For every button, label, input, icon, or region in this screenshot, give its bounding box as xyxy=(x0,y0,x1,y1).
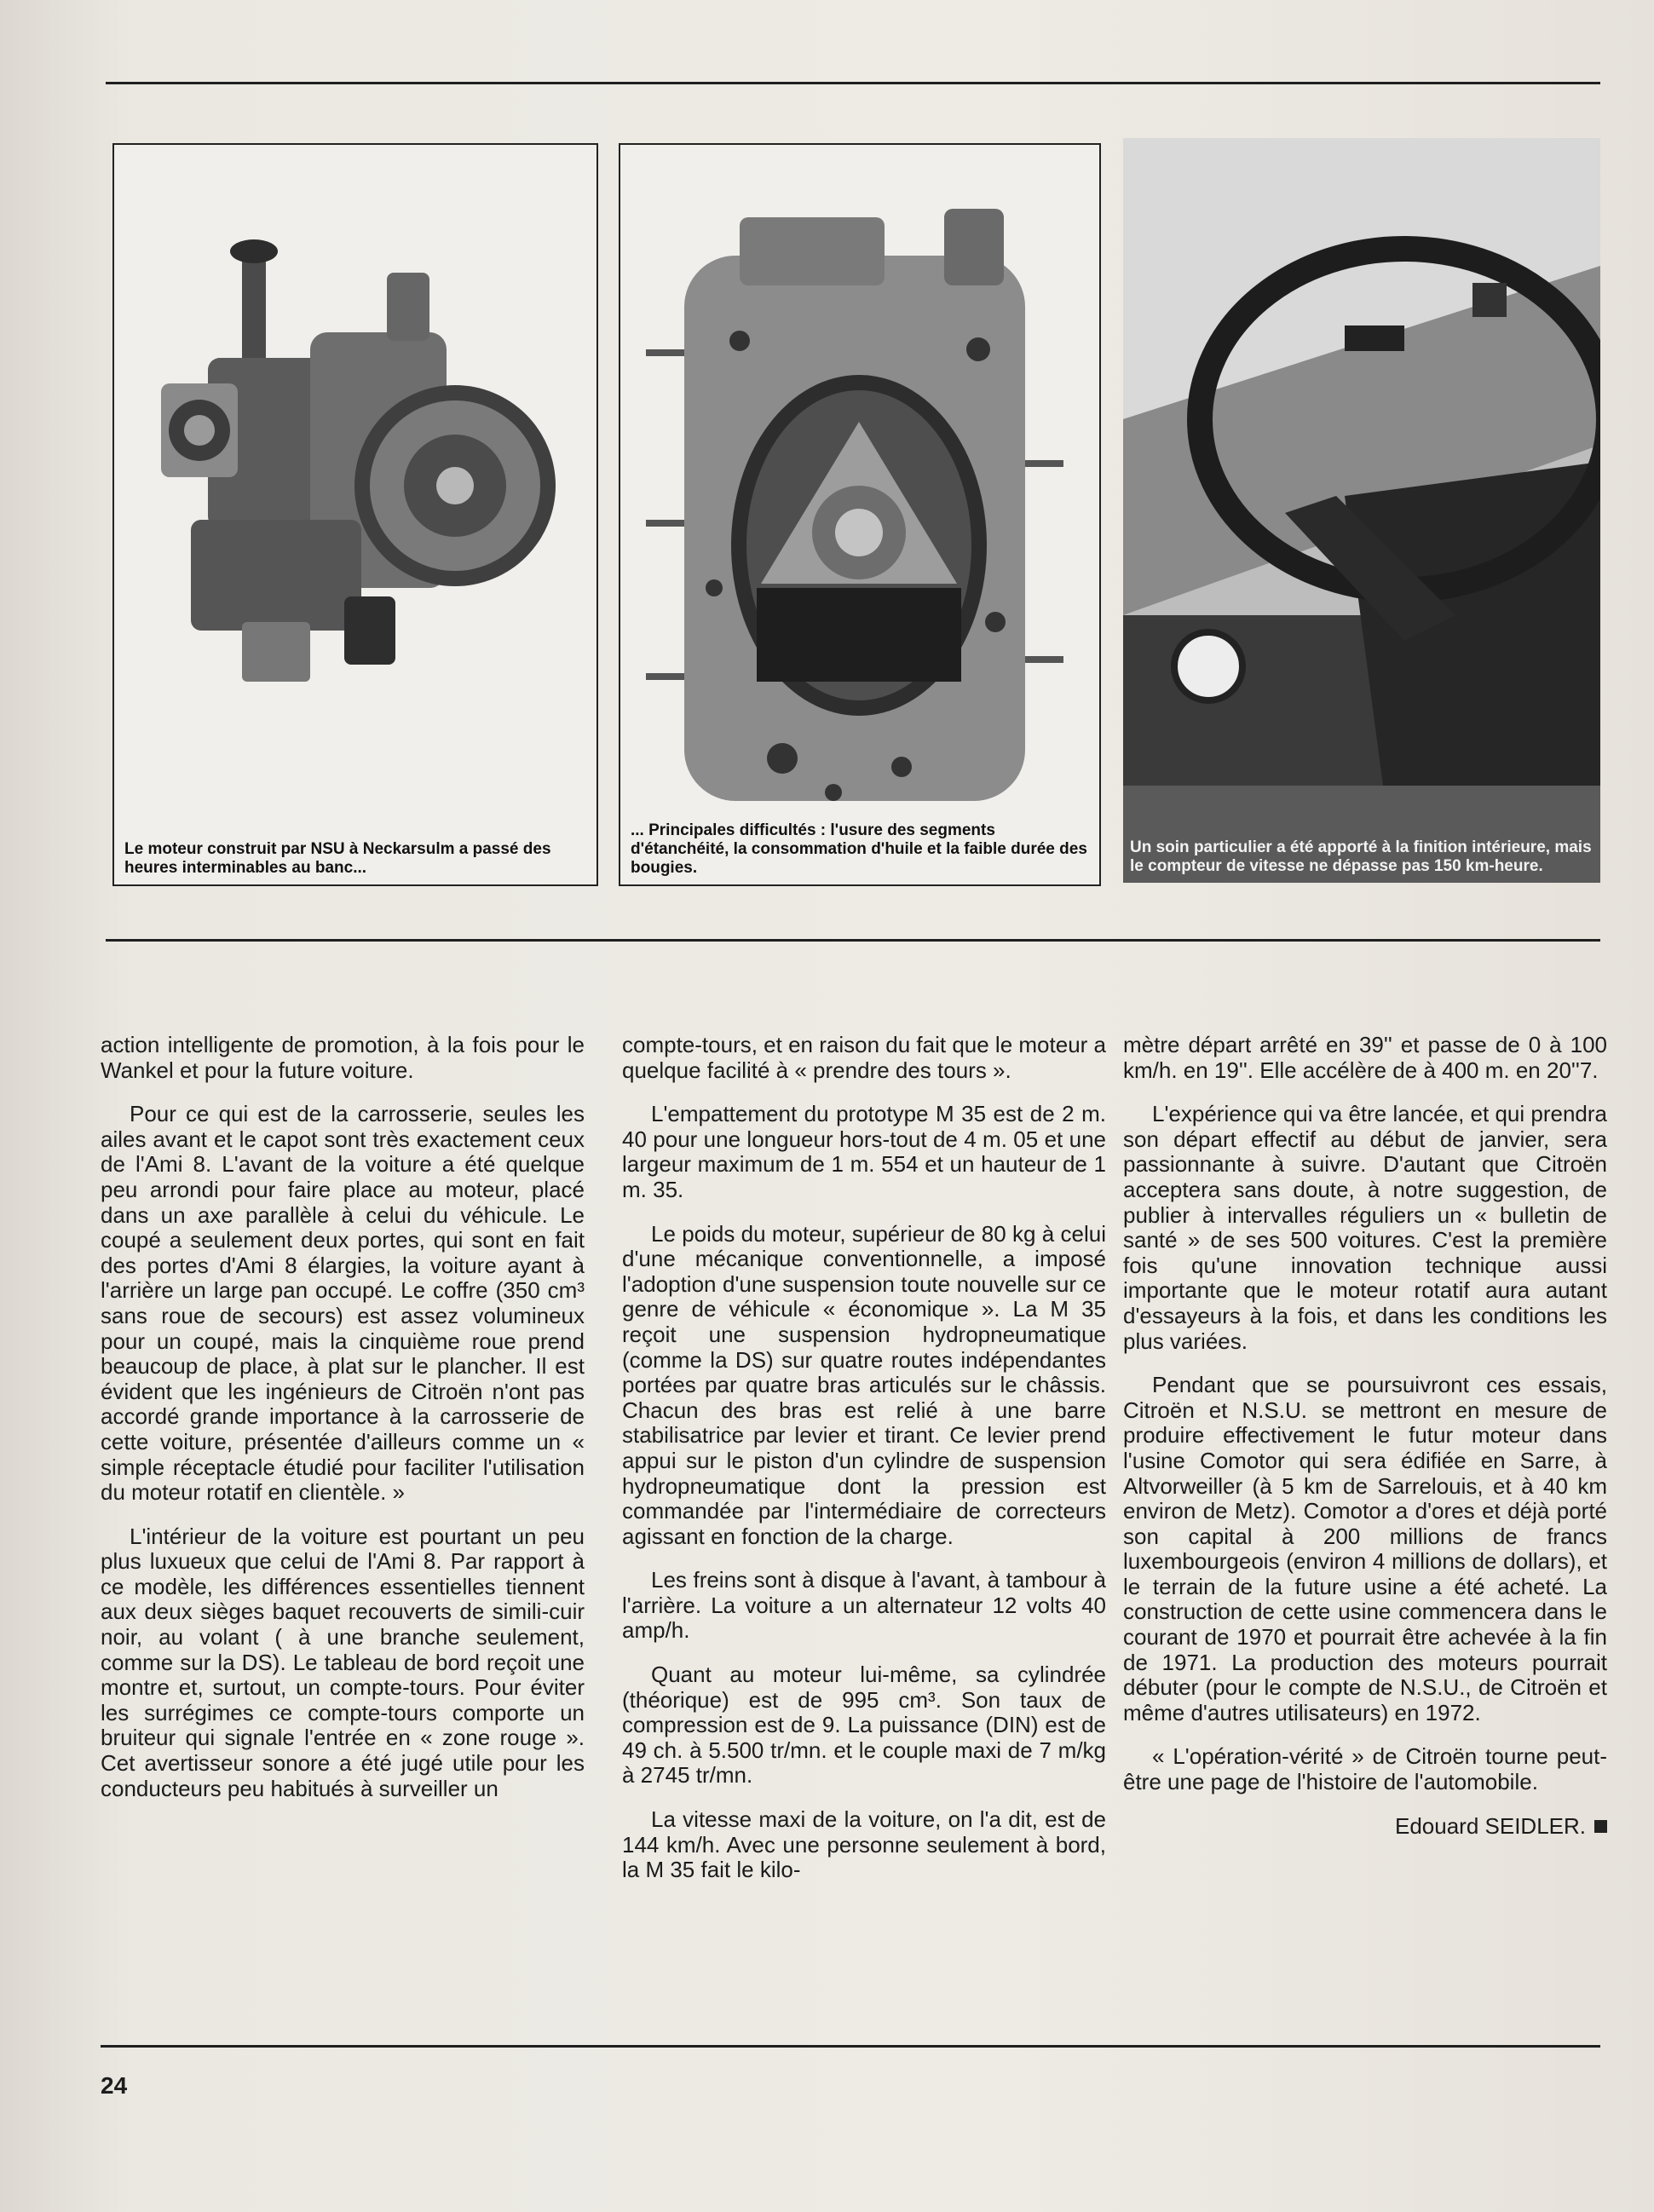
paragraph: mètre départ arrêté en 39'' et passe de 0 à 100 km/h. en 19''. Elle accélère de à 400 m. en 20''7. xyxy=(1123,1032,1607,1083)
paragraph: Quant au moteur lui-même, sa cylindrée (théorique) est de 995 cm³. Son taux de compression est de 9. La puissance (DIN) est de 49 ch. à 5.500 tr/mn. et le couple maxi de 7 m/kg à 2745 tr/mn. xyxy=(622,1662,1106,1789)
text-column-2 xyxy=(622,1033,1106,1902)
rotor-housing-illustration xyxy=(620,145,1099,884)
end-mark-icon xyxy=(1594,1820,1607,1833)
dashboard-photo xyxy=(1123,138,1600,883)
paragraph: Pendant que se poursuivront ces essais, Citroën et N.S.U. se mettront en mesure de produire effectivement le futur moteur dans l'usine Comotor qui sera édifiée en Sarre, à Altvorweiller (à 5 km de Sarrelouis, et à 40 km environ de Metz). Comotor a d'ores et déjà porté son capital à 200 millions de francs luxembourgeois (environ 4 millions de dollars), et le terrain de la future usine a été acheté. La construction de cette usine commencera dans le courant de 1970 et pourrait être achevée à la fin de 1971. La production des moteurs pourrait débuter (pour le compte de N.S.U., de Citroën et même d'autres utilisateurs) en 1972. xyxy=(1123,1372,1607,1725)
bottom-rule xyxy=(101,2045,1600,2048)
byline xyxy=(1123,1814,1607,1840)
text-column-3 xyxy=(1123,1033,1607,1839)
author-name: Edouard SEIDLER. xyxy=(1394,1812,1586,1839)
middle-rule xyxy=(106,939,1600,942)
rotor-housing-photo-caption: ... Principales difficultés : l'usure des segments d'étanchéité, la consommation d'huile et la faible durée des bougies. xyxy=(631,821,1087,877)
top-rule xyxy=(106,82,1600,84)
engine-photo-caption: Le moteur construit par NSU à Neckarsulm a passé des heures interminables au banc... xyxy=(124,840,551,877)
paragraph: action intelligente de promotion, à la fois pour le Wankel et pour la future voiture. xyxy=(101,1032,585,1083)
engine-photo xyxy=(112,143,598,886)
engine-illustration xyxy=(114,145,596,884)
text-column-1 xyxy=(101,1033,585,1820)
paragraph: Les freins sont à disque à l'avant, à tambour à l'arrière. La voiture a un alternateur 12 volts 40 amp/h. xyxy=(622,1567,1106,1644)
paragraph: L'empattement du prototype M 35 est de 2 m. 40 pour une longueur hors-tout de 4 m. 05 et une largeur maximum de 1 m. 554 et un hauteur de 1 m. 35. xyxy=(622,1101,1106,1202)
dashboard-illustration xyxy=(1123,138,1600,883)
page-number: 24 xyxy=(101,2072,128,2099)
rotor-housing-photo xyxy=(619,143,1101,886)
paragraph: « L'opération-vérité » de Citroën tourne peut-être une page de l'histoire de l'automobile. xyxy=(1123,1743,1607,1795)
paragraph: La vitesse maxi de la voiture, on l'a dit, est de 144 km/h. Avec une personne seulement à bord, la M 35 fait le kilo- xyxy=(622,1806,1106,1883)
paragraph: Le poids du moteur, supérieur de 80 kg à celui d'une mécanique conventionnelle, a imposé l'adoption d'une suspension toute nouvelle sur ce genre de véhicule « économique ». La M 35 reçoit une suspension hydropneumatique (comme la DS) sur quatre routes indépendantes portées par quatre bras articulés sur le châssis. Chacun des bras est relié à une barre stabilisatrice par levier et tirant. Ce levier prend appui sur le piston d'un cylindre de suspension hydropneumatique dont la pression est commandée par l'intermédiaire de correcteurs agissant en fonction de la charge. xyxy=(622,1220,1106,1549)
paragraph: L'expérience qui va être lancée, et qui prendra son départ effectif au début de janvier, sera passionnante à suivre. D'autant que Citroën acceptera sans doute, à notre suggestion, de publier à intervalles réguliers un « bulletin de santé » de ses 500 voitures. C'est la première fois qu'une innovation technique aussi importante que le moteur rotatif aura autant d'essayeurs à la fois, et dans les conditions les plus variées. xyxy=(1123,1101,1607,1354)
paragraph: L'intérieur de la voiture est pourtant un peu plus luxueux que celui de l'Ami 8. Par rapport à ce modèle, les différences essentielles tiennent aux deux sièges baquet recouverts de simili-cuir noir, au volant ( à une branche seulement, comme sur la DS). Le tableau de bord reçoit une montre et, surtout, un compte-tours. Pour éviter les surrégimes ce compte-tours comporte un bruiteur qui signale l'entrée en « zone rouge ». Cet avertisseur sonore a été jugé utile pour les conducteurs peu habitués à surveiller un xyxy=(101,1523,585,1801)
dashboard-photo-caption: Un soin particulier a été apporté à la finition intérieure, mais le compteur de vitesse ne dépasse pas 150 km-heure. xyxy=(1130,838,1592,875)
paragraph: compte-tours, et en raison du fait que le moteur a quelque facilité à « prendre des tours ». xyxy=(622,1032,1106,1083)
paragraph: Pour ce qui est de la carrosserie, seules les ailes avant et le capot sont très exactement ceux de l'Ami 8. L'avant de la voiture a été quelque peu arrondi pour faire place au moteur, placé dans un axe parallèle à celui du véhicule. Le coupé a seulement deux portes, qui sont en fait des portes d'Ami 8 élargies, la voiture ayant à l'arrière un large pan occupé. Le coffre (350 cm³ sans roue de secours) est assez volumineux pour un coupé, mais la cinquième roue prend beaucoup de place, à plat sur le plancher. Il est évident que les ingénieurs de Citroën n'ont pas accordé grande importance à la carrosserie de cette voiture, présentée d'ailleurs comme un « simple réceptacle étudié pour faciliter l'utilisation du moteur rotatif en clientèle. » xyxy=(101,1101,585,1506)
